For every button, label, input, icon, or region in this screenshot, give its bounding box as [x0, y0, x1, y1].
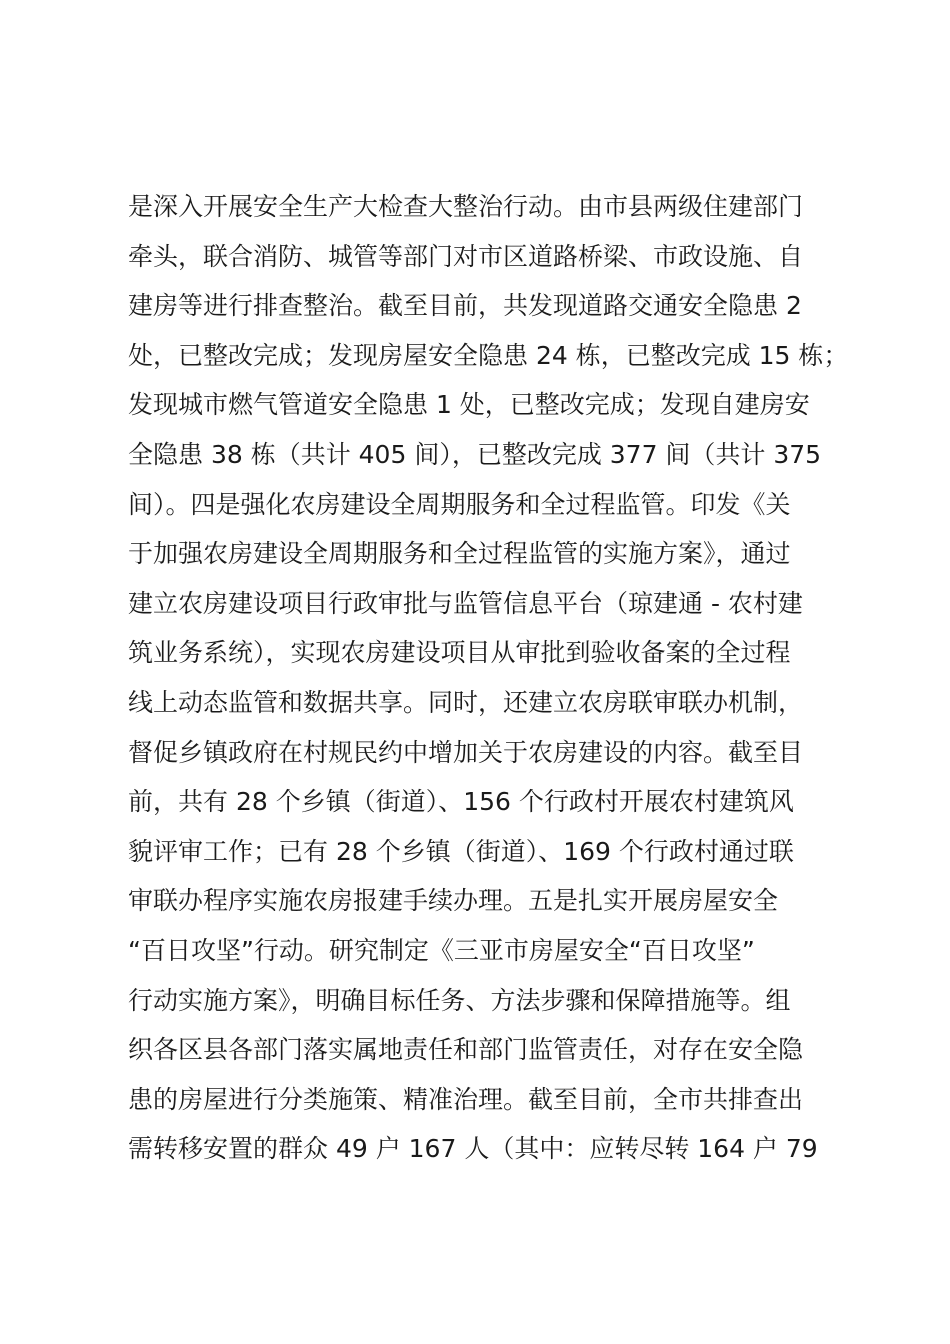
text-line: 牵头，联合消防、城管等部门对市区道路桥梁、市政设施、自 [128, 241, 804, 271]
text-line: 貌评审工作；已有 28 个乡镇（街道）、169 个行政村通过联 [128, 836, 794, 866]
text-line: 全隐患 38 栋（共计 405 间），已整改完成 377 间（共计 375 [128, 439, 822, 469]
text-line: 发现城市燃气管道安全隐患 1 处，已整改完成；发现自建房安 [128, 390, 810, 420]
text-line: 处，已整改完成；发现房屋安全隐患 24 栋，已整改完成 15 栋； [128, 340, 849, 370]
text-line: 织各区县各部门落实属地责任和部门监管责任，对存在安全隐 [128, 1035, 804, 1065]
text-line: 筑业务系统），实现农房建设项目从审批到验收备案的全过程 [128, 638, 791, 668]
text-line: 是深入开展安全生产大检查大整治行动。由市县两级住建部门 [128, 192, 804, 221]
text-line: 督促乡镇政府在村规民约中增加关于农房建设的内容。截至目 [128, 737, 804, 767]
text-line: 间）。四是强化农房建设全周期服务和全过程监管。印发《关 [128, 489, 791, 519]
body-paragraph [128, 182, 868, 1174]
text-line: 行动实施方案》，明确目标任务、方法步骤和保障措施等。组 [128, 985, 791, 1015]
text-line: 前，共有 28 个乡镇（街道）、156 个行政村开展农村建筑风 [128, 787, 794, 817]
text-line: 建立农房建设项目行政审批与监管信息平台（琼建通 - 农村建 [128, 588, 803, 618]
text-line: 审联办程序实施农房报建手续办理。五是扎实开展房屋安全 [128, 886, 779, 916]
text-line: 线上动态监管和数据共享。同时，还建立农房联审联办机制， [128, 687, 804, 717]
text-line: “百日攻坚”行动。研究制定《三亚市房屋安全“百日攻坚” [128, 935, 755, 965]
text-line: 于加强农房建设全周期服务和全过程监管的实施方案》，通过 [128, 539, 791, 569]
text-line: 患的房屋进行分类施策、精准治理。截至目前，全市共排查出 [128, 1084, 804, 1114]
text-line: 需转移安置的群众 49 户 167 人（其中：应转尽转 164 户 79 [128, 1134, 818, 1164]
text-line: 建房等进行排查整治。截至目前，共发现道路交通安全隐患 2 [128, 291, 802, 321]
